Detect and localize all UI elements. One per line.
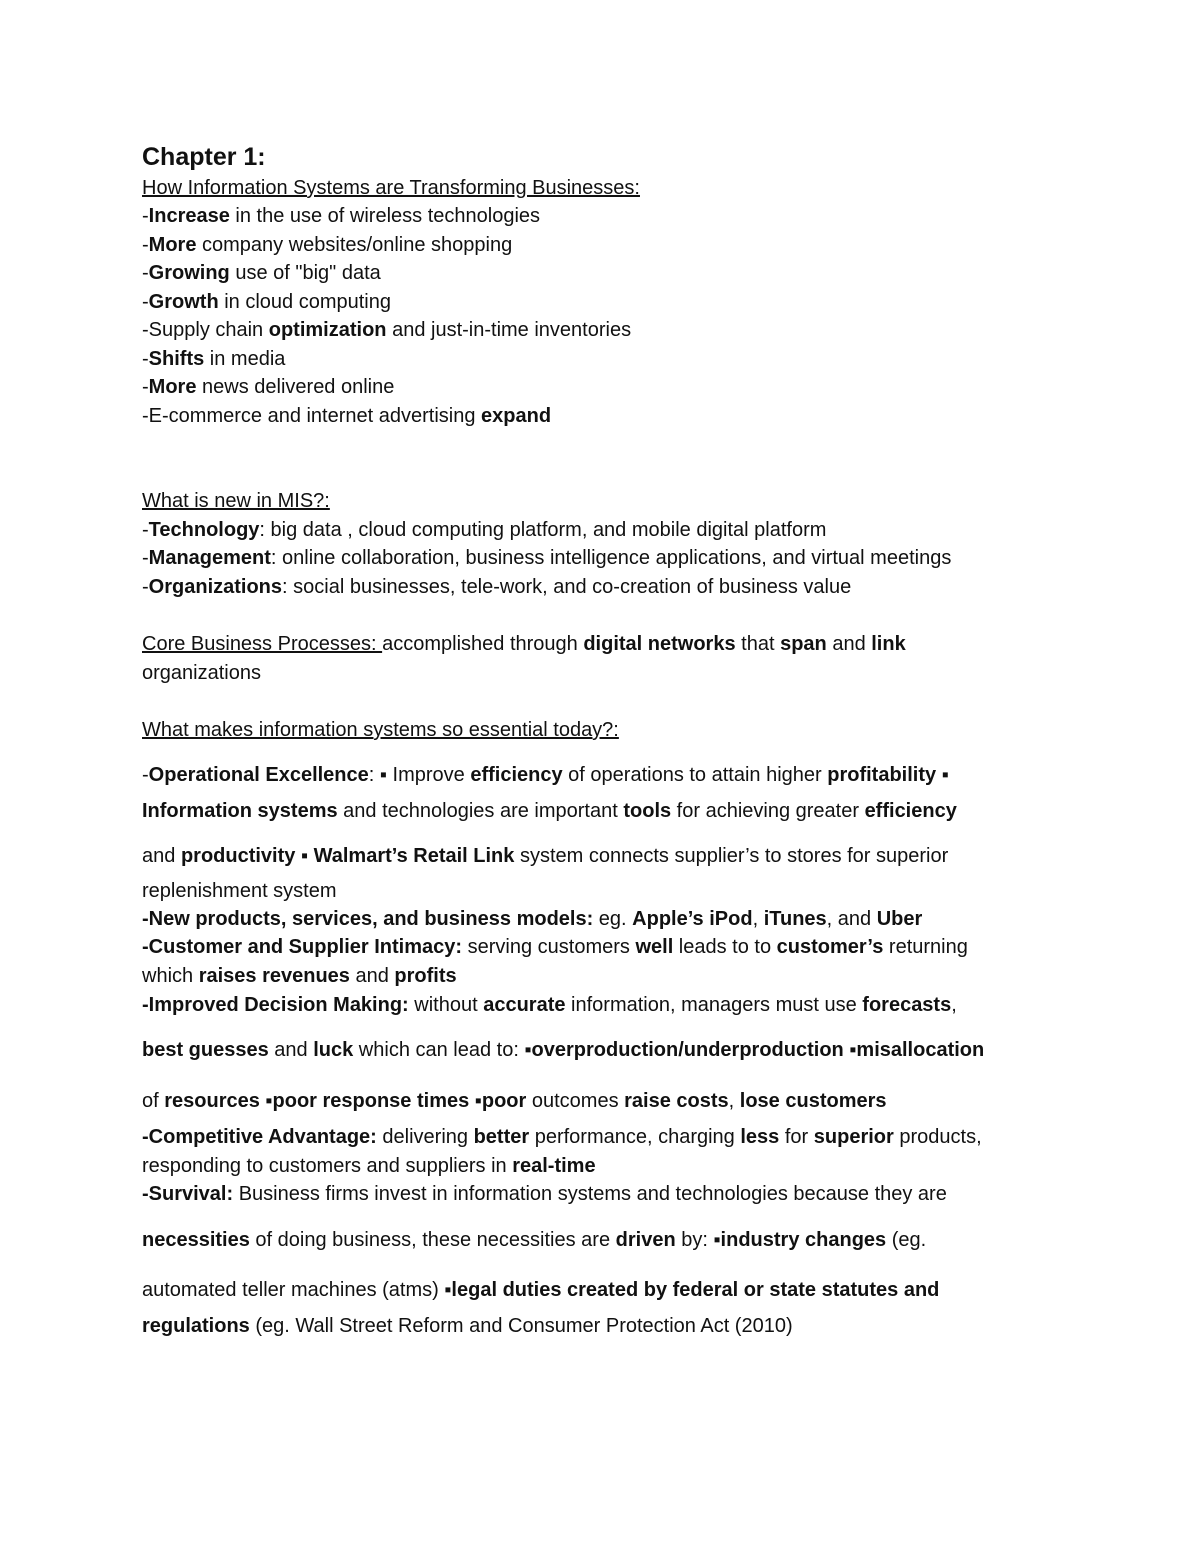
item-text: and just-in-time inventories: [386, 319, 632, 341]
paragraph-line: [142, 1154, 596, 1178]
paragraph-line: [142, 879, 337, 903]
paragraph-line: [142, 1278, 939, 1302]
item-bold: Increase: [148, 205, 230, 227]
text: performance, charging: [529, 1126, 741, 1148]
item-text: -: [142, 519, 149, 541]
bold-text: digital networks: [583, 633, 736, 655]
bold-text: tools: [623, 800, 672, 822]
item-bold: expand: [481, 405, 552, 427]
bold-text: resources ▪poor response times ▪poor: [164, 1090, 527, 1112]
paragraph-line: [142, 907, 922, 931]
bold-text: necessities: [142, 1229, 250, 1251]
list-item: [142, 347, 285, 371]
core-processes-line: [142, 632, 906, 656]
section-heading-whats-new: What is new in MIS?:: [142, 490, 330, 512]
chapter-title: Chapter 1:: [142, 143, 266, 171]
text: and: [142, 845, 181, 867]
bold-text: well: [635, 936, 674, 958]
paragraph-line: [142, 993, 957, 1017]
paragraph-line: [142, 1089, 887, 1113]
bold-text: iTunes: [763, 908, 827, 930]
item-bold: Growing: [148, 262, 230, 284]
text: :: [368, 764, 380, 786]
paragraph-line: [142, 1314, 793, 1338]
bold-text: Apple’s iPod: [632, 908, 753, 930]
text: ,: [752, 908, 764, 930]
bold-text: luck: [313, 1039, 354, 1061]
list-item: [142, 375, 394, 399]
text: and: [826, 633, 872, 655]
bold-text: -Survival:: [142, 1183, 234, 1205]
text: replenishment system: [142, 880, 337, 902]
text: (eg. Wall Street Reform and Consumer Protection Act (2010): [249, 1315, 793, 1337]
text: -: [142, 764, 149, 786]
bold-text: superior: [813, 1126, 894, 1148]
section-heading-essential: What makes information systems so essential today?:: [142, 719, 619, 741]
bold-text: profitability ▪: [827, 764, 949, 786]
text: accomplished through: [382, 633, 584, 655]
text: delivering: [376, 1126, 474, 1148]
text: which: [142, 965, 199, 987]
text: products,: [893, 1126, 982, 1148]
item-text: -: [142, 262, 149, 284]
item-text: -: [142, 234, 149, 256]
text: that: [735, 633, 781, 655]
text: and technologies are important: [337, 800, 624, 822]
text: of: [142, 1090, 165, 1112]
list-item: [142, 233, 512, 257]
text: leads to to: [673, 936, 777, 958]
bold-text: productivity ▪ Walmart’s Retail Link: [180, 845, 515, 867]
item-text: -E-commerce and internet advertising: [142, 405, 482, 427]
bold-text: forecasts: [862, 994, 952, 1016]
item-bold: More: [148, 376, 197, 398]
text: by:: [675, 1229, 714, 1251]
item-bold: Shifts: [148, 348, 205, 370]
item-text: : social businesses, tele-work, and co-creation of business value: [282, 576, 852, 598]
item-bold: Technology: [148, 519, 260, 541]
bold-text: efficiency: [864, 800, 957, 822]
paragraph-line: [142, 763, 949, 787]
item-bold: Growth: [148, 291, 219, 313]
text: , and: [826, 908, 877, 930]
paragraph-line: [142, 799, 957, 823]
text: which can lead to:: [353, 1039, 525, 1061]
bold-text: accurate: [483, 994, 566, 1016]
text: without: [408, 994, 484, 1016]
bold-text: real-time: [512, 1155, 596, 1177]
text: serving customers: [462, 936, 636, 958]
bold-text: ▪industry changes: [713, 1229, 887, 1251]
bold-text: driven: [615, 1229, 676, 1251]
item-text: -: [142, 576, 149, 598]
item-bold: More: [148, 234, 197, 256]
item-text: -Supply chain: [142, 319, 269, 341]
item-bold: Organizations: [148, 576, 283, 598]
section-heading-transforming: How Information Systems are Transforming Businesses:: [142, 177, 640, 199]
text: responding to customers and suppliers in: [142, 1155, 513, 1177]
list-item: [142, 290, 391, 314]
text: of doing business, these necessities are: [249, 1229, 616, 1251]
text: and: [268, 1039, 314, 1061]
text: (eg.: [886, 1229, 927, 1251]
list-item: [142, 318, 631, 342]
item-text: company websites/online shopping: [196, 234, 513, 256]
list-item: [142, 404, 551, 428]
paragraph-line: [142, 935, 968, 959]
list-item: [142, 261, 381, 285]
bold-text: raises revenues: [198, 965, 350, 987]
bold-text: Information systems: [142, 800, 338, 822]
list-item: [142, 204, 540, 228]
item-text: in the use of wireless technologies: [229, 205, 541, 227]
bold-text: Operational Excellence: [148, 764, 369, 786]
bullet-glyph: ▪: [379, 764, 387, 786]
bold-text: -New products, services, and business models:: [142, 908, 594, 930]
list-item: [142, 518, 826, 542]
item-text: -: [142, 291, 149, 313]
bold-text: ▪legal duties created by federal or state statutes and: [444, 1279, 940, 1301]
list-item: [142, 546, 951, 570]
text: automated teller machines (atms): [142, 1279, 445, 1301]
item-text: news delivered online: [196, 376, 395, 398]
item-text: -: [142, 376, 149, 398]
item-text: in cloud computing: [218, 291, 391, 313]
paragraph-line: [142, 1228, 926, 1252]
item-bold: Management: [148, 547, 271, 569]
bold-text: customer’s: [776, 936, 884, 958]
text: of operations to attain higher: [562, 764, 828, 786]
text: ,: [728, 1090, 740, 1112]
item-text: : online collaboration, business intelligence applications, and virtual meetings: [270, 547, 952, 569]
text: for achieving greater: [671, 800, 865, 822]
item-text: in media: [204, 348, 286, 370]
section-heading-core: Core Business Processes:: [142, 633, 383, 655]
text: information, managers must use: [565, 994, 863, 1016]
text: returning: [883, 936, 968, 958]
paragraph-line: [142, 964, 457, 988]
bold-text: -Customer and Supplier Intimacy:: [142, 936, 463, 958]
bold-text: Uber: [876, 908, 923, 930]
item-text: use of "big" data: [229, 262, 381, 284]
paragraph-line: [142, 844, 948, 868]
bold-text: -Improved Decision Making:: [142, 994, 409, 1016]
bold-text: link: [871, 633, 906, 655]
bold-text: efficiency: [470, 764, 563, 786]
text: eg.: [593, 908, 633, 930]
paragraph-line: [142, 1038, 984, 1062]
text: Improve: [387, 764, 471, 786]
bold-text: better: [473, 1126, 530, 1148]
paragraph-line: [142, 1182, 947, 1206]
item-text: -: [142, 205, 149, 227]
bold-text: span: [780, 633, 827, 655]
bold-text: raise costs: [624, 1090, 729, 1112]
paragraph-line: [142, 1125, 982, 1149]
text: for: [779, 1126, 814, 1148]
text: and: [349, 965, 395, 987]
text: outcomes: [526, 1090, 625, 1112]
bold-text: regulations: [142, 1315, 250, 1337]
bold-text: ▪overproduction/underproduction ▪misallocation: [524, 1039, 985, 1061]
item-bold: optimization: [268, 319, 387, 341]
bold-text: -Competitive Advantage:: [142, 1126, 377, 1148]
core-processes-line-2: organizations: [142, 662, 261, 684]
text: system connects supplier’s to stores for superior: [514, 845, 949, 867]
text: Business firms invest in information systems and technologies because they are: [233, 1183, 947, 1205]
bold-text: lose customers: [739, 1090, 887, 1112]
bold-text: best guesses: [142, 1039, 269, 1061]
item-text: : big data , cloud computing platform, and mobile digital platform: [259, 519, 827, 541]
bold-text: less: [740, 1126, 780, 1148]
list-item: [142, 575, 851, 599]
item-text: -: [142, 348, 149, 370]
item-text: -: [142, 547, 149, 569]
bold-text: profits: [394, 965, 457, 987]
text: ,: [951, 994, 957, 1016]
